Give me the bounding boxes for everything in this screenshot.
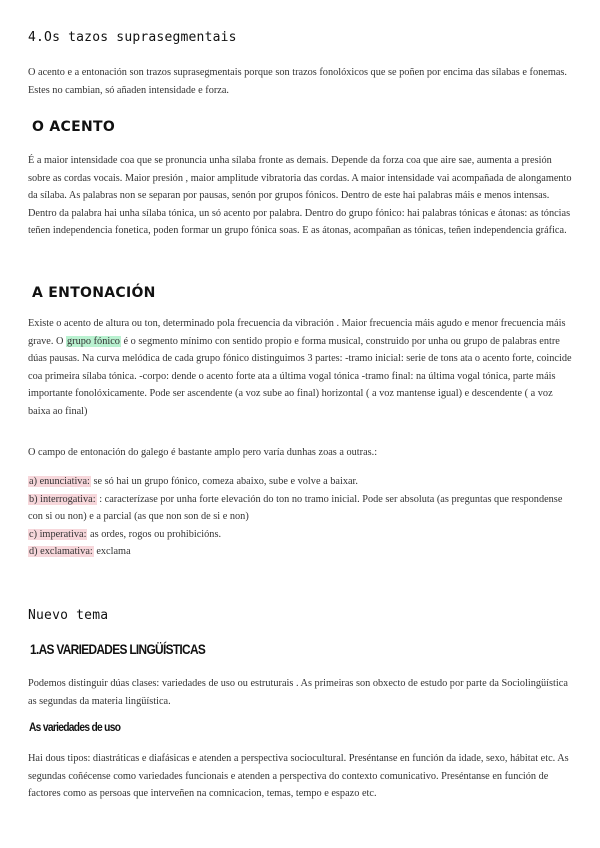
highlight-grupo-fonico: grupo fónico (67, 335, 120, 347)
text-interrogativa: : caracterízase por unha forte elevación do ton no tramo inicial. Pode ser absoluta (as preguntas que respondense con si ou non) e a parcial (as que non son de si e non) (28, 493, 563, 522)
heading-nuevo-tema: Nuevo tema (28, 608, 109, 623)
heading-entonacion: A ENTONACIÓN (32, 285, 156, 301)
paragraph-tipos-variedades: Hai dous tipos: diastráticas e diafásicas e atenden a perspectiva sociocultural. Preséntanse en función da idade, sexo, hábitat etc. As segundas coñécense como variedades funcionais e atenden a perspectiva do contexto comunicativo. Preséntanse en función de factores como as persoas que interveñen na comnicacion, temas, tempo e espazo etc. (28, 753, 569, 799)
text-enunciativa: se só hai un grupo fónico, comeza abaixo, sube e volve a baixar. (90, 476, 358, 487)
entonacion-text-start: Existe o acento de altura ou ton, determinado pola frecuencia da vibración . Maior frecuencia máis agudo e menor frecuencia máis grave. O (28, 318, 566, 347)
heading-rasgos-suprasegmentais: 4.Os tazos suprasegmentais (28, 30, 237, 45)
paragraph-clases-variedades: Podemos distinguir dúas clases: variedades de uso ou estruturais . As primeiras son obxecto de estudo por parte da Sociolingüística as segundas da materia lingüística. (28, 678, 568, 707)
list-item-enunciativa (28, 473, 576, 491)
label-imperativa: c) imperativa: (29, 528, 87, 540)
heading-acento: O ACENTO (32, 119, 116, 135)
paragraph-intro: O acento e a entonación son trazos suprasegmentais porque son trazos fonolóxicos que se poñen por encima das sílabas e fonemas. Estes no cambian, só añaden intensidade e forza. (28, 67, 567, 96)
paragraph-campo-entonacion: O campo de entonación do galego é bastante amplo pero varía dunhas zoas a outras.: (28, 447, 378, 458)
paragraph-acento: É a maior intensidade coa que se pronuncia unha sílaba fronte as demais. Depende da forza coa que aire sae, aumenta a presión sobre as cordas vocais. Maior presión , maior amplitude vibratoria das cordas. A maior intensidade vai acompañada de alongamento da sílaba. As palabras non se separan por pausas, senón por grupos fónicos. Dentro de este hai palabras máis e menos intensas. Dentro da palabra hai unha sílaba tónica, un só acento por palabra. Dentro do grupo fónico: hai palabras tónicas e átonas: as tóncias teñen independencia fonetica, poden formar un grupo fónica soas. E as átonas, acompañan as tónicas, teñen independencia gráfica. (28, 155, 572, 236)
list-item-imperativa (28, 526, 576, 544)
text-exclamativa: exclama (93, 546, 131, 557)
entonacion-types-list (28, 473, 576, 561)
label-interrogativa: b) interrogativa: (29, 493, 96, 505)
list-item-interrogativa (28, 491, 576, 526)
heading-variedades-linguisticas: 1.AS VARIEDADES LINGÜÍSTICAS (30, 641, 206, 657)
text-imperativa: as ordes, rogos ou prohibicións. (87, 528, 222, 540)
list-item-exclamativa (28, 543, 576, 561)
entonacion-text-end: é o segmento mínimo con sentido propio e forma musical, construido por unha ou grupo de palabras entre dúas pausas. Na curva melódica de cada grupo fónico distinguimos 3 partes: -tramo inicial: serie de tons ata o acento forte, coincide coa primeira sílaba tónica. -corpo: dende o acento forte ata a última vogal tónica -tramo final: na última vogal tónica, parte máis importante fonolóxicamente. Pode ser ascendente (a voz sube ao final) horizontal ( a voz mantense igual) e descendente ( a voz baixa ao final) (28, 335, 572, 417)
heading-variedades-uso: As variedades de uso (29, 720, 121, 734)
label-enunciativa: a) enunciativa: (29, 476, 90, 487)
label-exclamativa: d) exclamativa: (29, 546, 93, 557)
paragraph-entonacion (28, 315, 576, 420)
